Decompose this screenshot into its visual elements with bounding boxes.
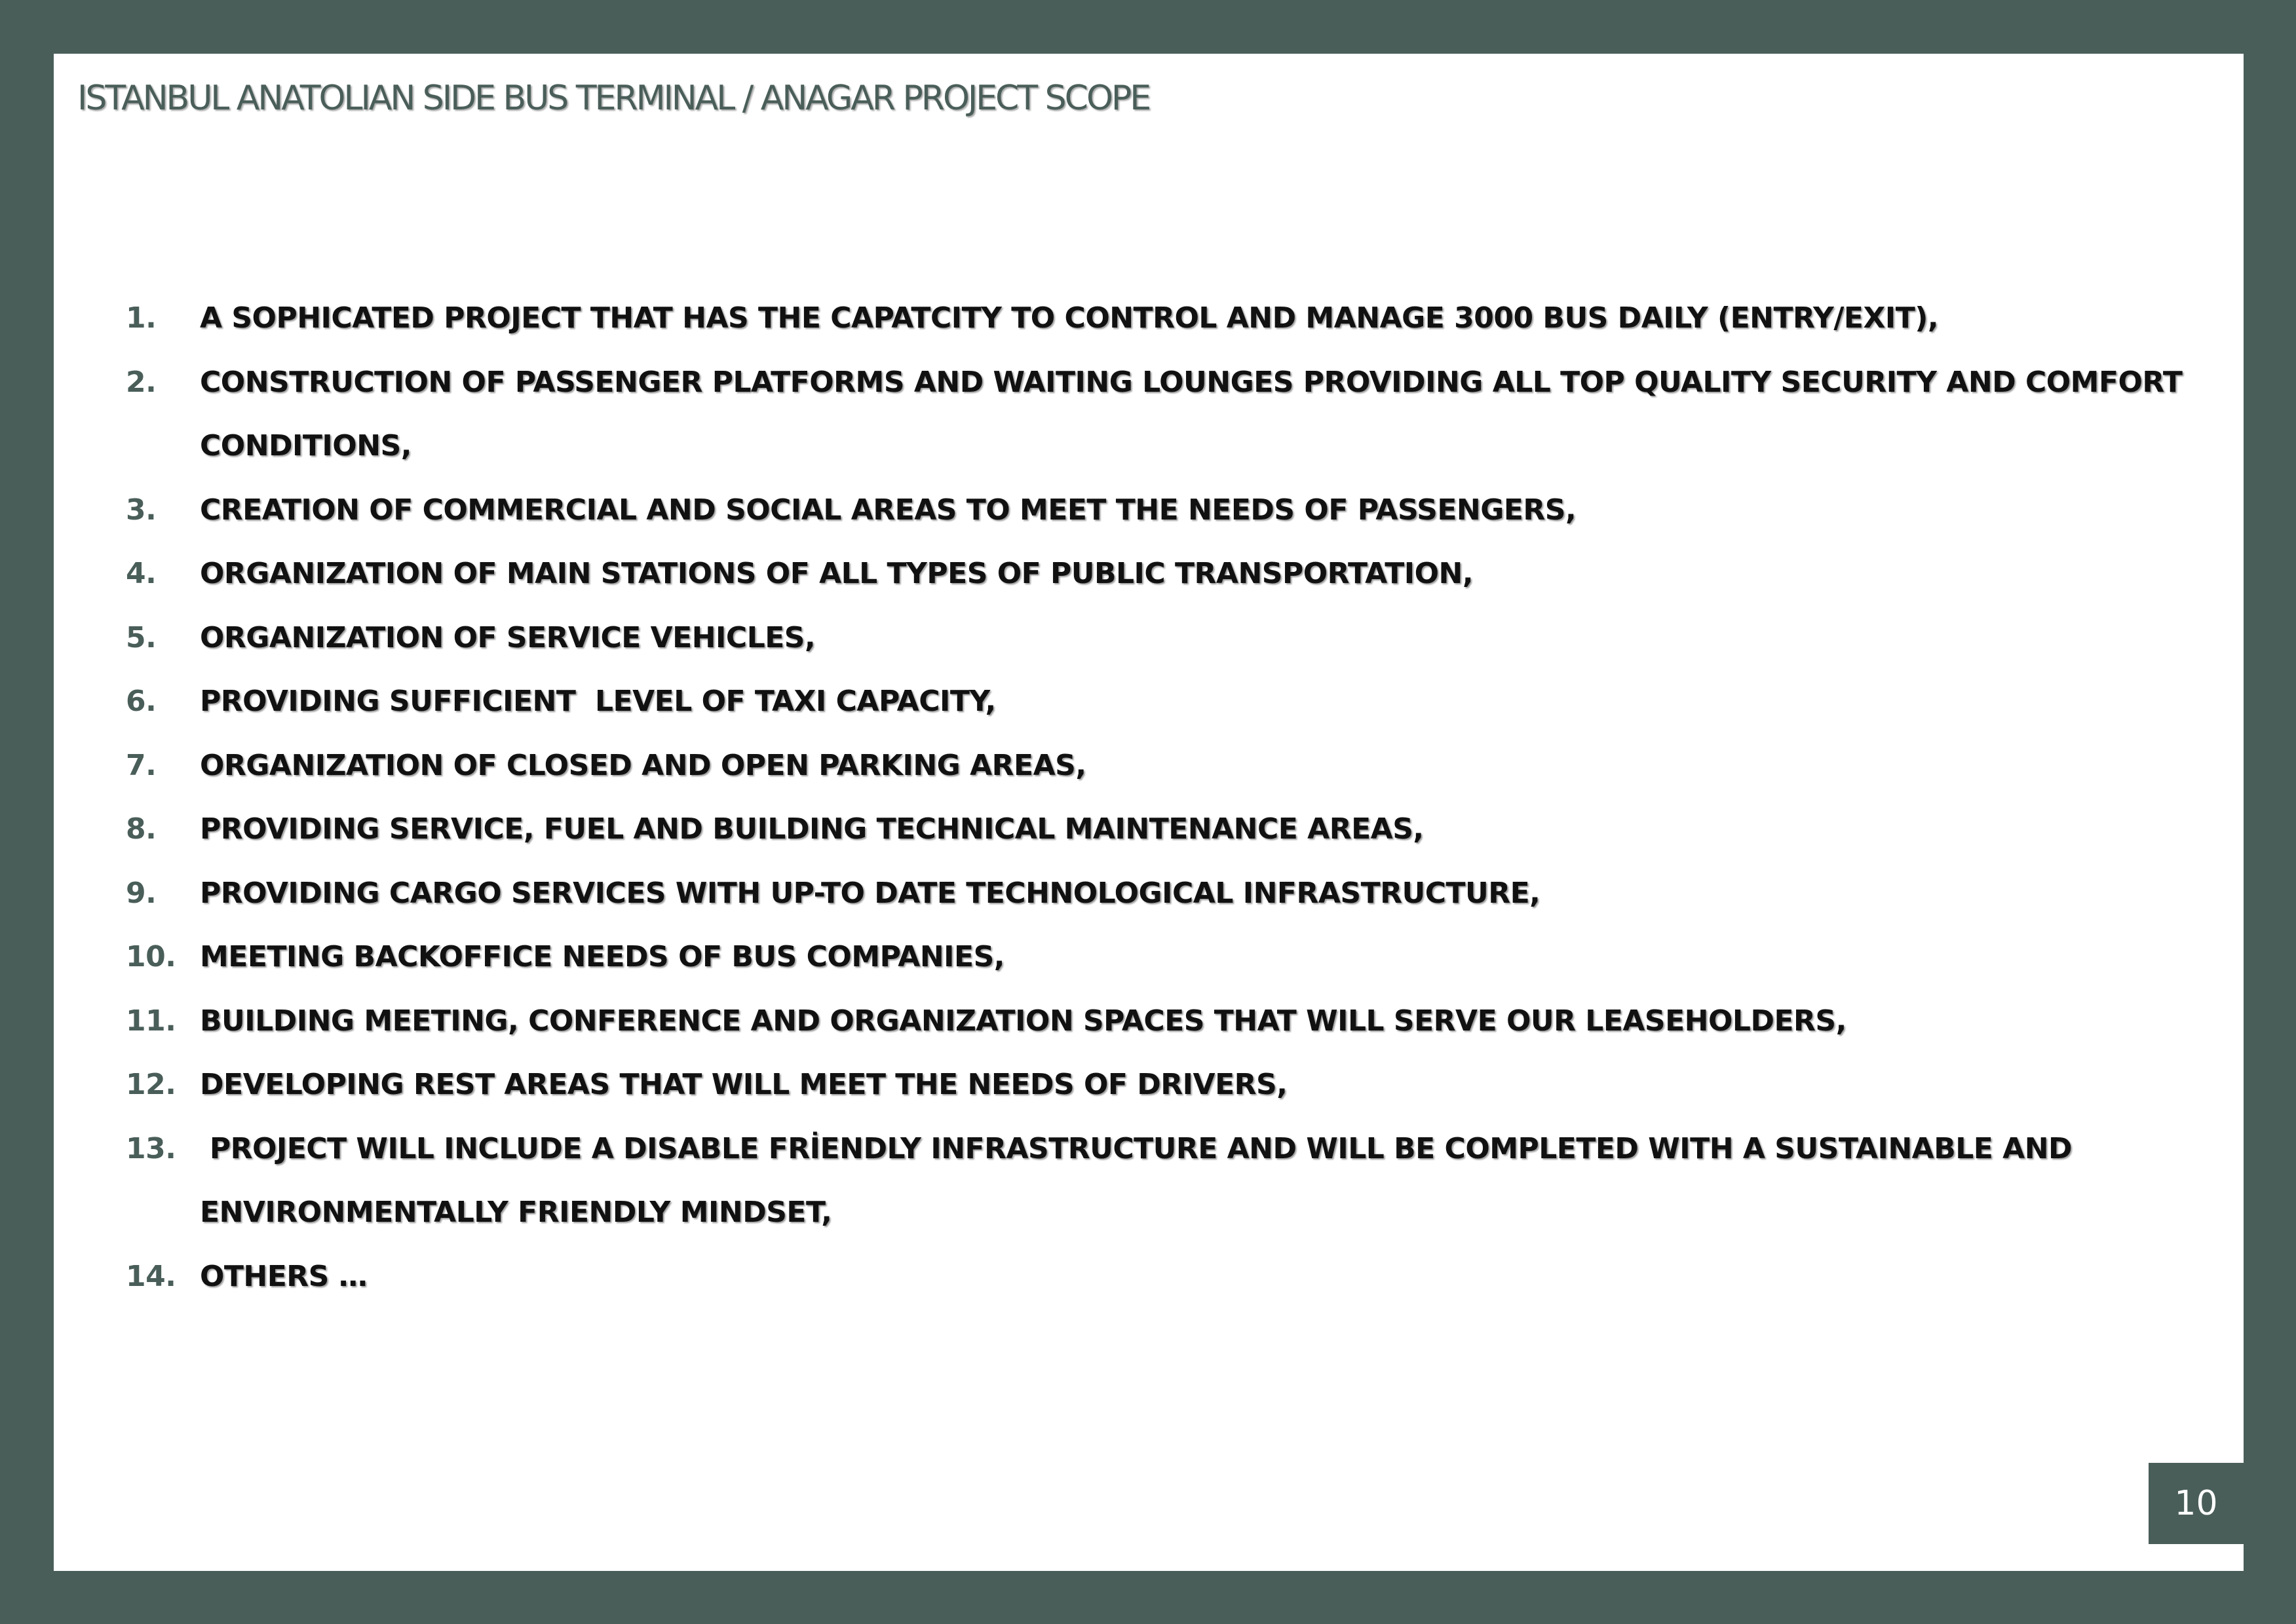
list-item-text: PROVIDING SERVICE, FUEL AND BUILDING TECHNICAL MAINTENANCE AREAS,	[200, 812, 1424, 846]
list-item-number: 2.	[126, 365, 157, 399]
list-item-text: MEETING BACKOFFICE NEEDS OF BUS COMPANIES,	[200, 940, 1005, 973]
list-item	[126, 1053, 2190, 1117]
list-item-number: 10.	[126, 940, 176, 973]
list-item	[126, 542, 2190, 606]
list-item-number: 5.	[126, 620, 157, 654]
list-item-text: OTHERS …	[200, 1259, 368, 1293]
list-item-text: PROJECT WILL INCLUDE A DISABLE FRİENDLY INFRASTRUCTURE AND WILL BE COMPLETED WITH A SUSTAINABLE AND ENVIRONMENTALLY FRIENDLY MINDSET,	[200, 1131, 2082, 1229]
list-item-text: PROVIDING SUFFICIENT LEVEL OF TAXI CAPACITY,	[200, 685, 996, 718]
list-item	[126, 925, 2190, 989]
list-item	[126, 606, 2190, 670]
list-item	[126, 797, 2190, 861]
list-item-text: CONSTRUCTION OF PASSENGER PLATFORMS AND WAITING LOUNGES PROVIDING ALL TOP QUALITY SECURITY AND COMFORT CONDITIONS,	[200, 365, 2192, 463]
list-item-text: ORGANIZATION OF SERVICE VEHICLES,	[200, 620, 816, 654]
list-item-text: A SOPHICATED PROJECT THAT HAS THE CAPATCITY TO CONTROL AND MANAGE 3000 BUS DAILY (ENTRY/EXIT),	[200, 301, 1939, 335]
list-item-number: 6.	[126, 685, 157, 718]
list-item-text: CREATION OF COMMERCIAL AND SOCIAL AREAS TO MEET THE NEEDS OF PASSENGERS,	[200, 493, 1577, 527]
list-item-number: 9.	[126, 876, 157, 910]
list-item	[126, 861, 2190, 926]
list-item-text: DEVELOPING REST AREAS THAT WILL MEET THE NEEDS OF DRIVERS,	[200, 1068, 1288, 1101]
project-scope-list	[126, 286, 2190, 1308]
slide	[54, 54, 2244, 1571]
list-item-number: 8.	[126, 812, 157, 846]
list-item	[126, 989, 2190, 1053]
list-item-number: 4.	[126, 557, 157, 590]
list-item	[126, 350, 2190, 478]
list-item	[126, 1245, 2190, 1309]
list-item-number: 12.	[126, 1068, 176, 1101]
list-item-text: PROVIDING CARGO SERVICES WITH UP-TO DATE TECHNOLOGICAL INFRASTRUCTURE,	[200, 876, 1540, 910]
list-item-number: 3.	[126, 493, 157, 527]
list-item	[126, 286, 2190, 350]
list-item-number: 1.	[126, 301, 157, 335]
list-item-text: ORGANIZATION OF MAIN STATIONS OF ALL TYPES OF PUBLIC TRANSPORTATION,	[200, 557, 1474, 590]
list-item	[126, 1117, 2190, 1245]
slide-title: ISTANBUL ANATOLIAN SIDE BUS TERMINAL / ANAGAR PROJECT SCOPE	[77, 79, 1150, 118]
list-item	[126, 670, 2190, 734]
list-item-number: 11.	[126, 1004, 176, 1038]
list-item-number: 14.	[126, 1259, 176, 1293]
list-item	[126, 478, 2190, 542]
page-number-badge: 10	[2149, 1463, 2244, 1544]
list-item	[126, 734, 2190, 798]
list-item-number: 7.	[126, 748, 157, 782]
list-item-number: 13.	[126, 1131, 176, 1165]
list-item-text: ORGANIZATION OF CLOSED AND OPEN PARKING AREAS,	[200, 748, 1086, 782]
list-item-text: BUILDING MEETING, CONFERENCE AND ORGANIZATION SPACES THAT WILL SERVE OUR LEASEHOLDERS,	[200, 1004, 1846, 1038]
